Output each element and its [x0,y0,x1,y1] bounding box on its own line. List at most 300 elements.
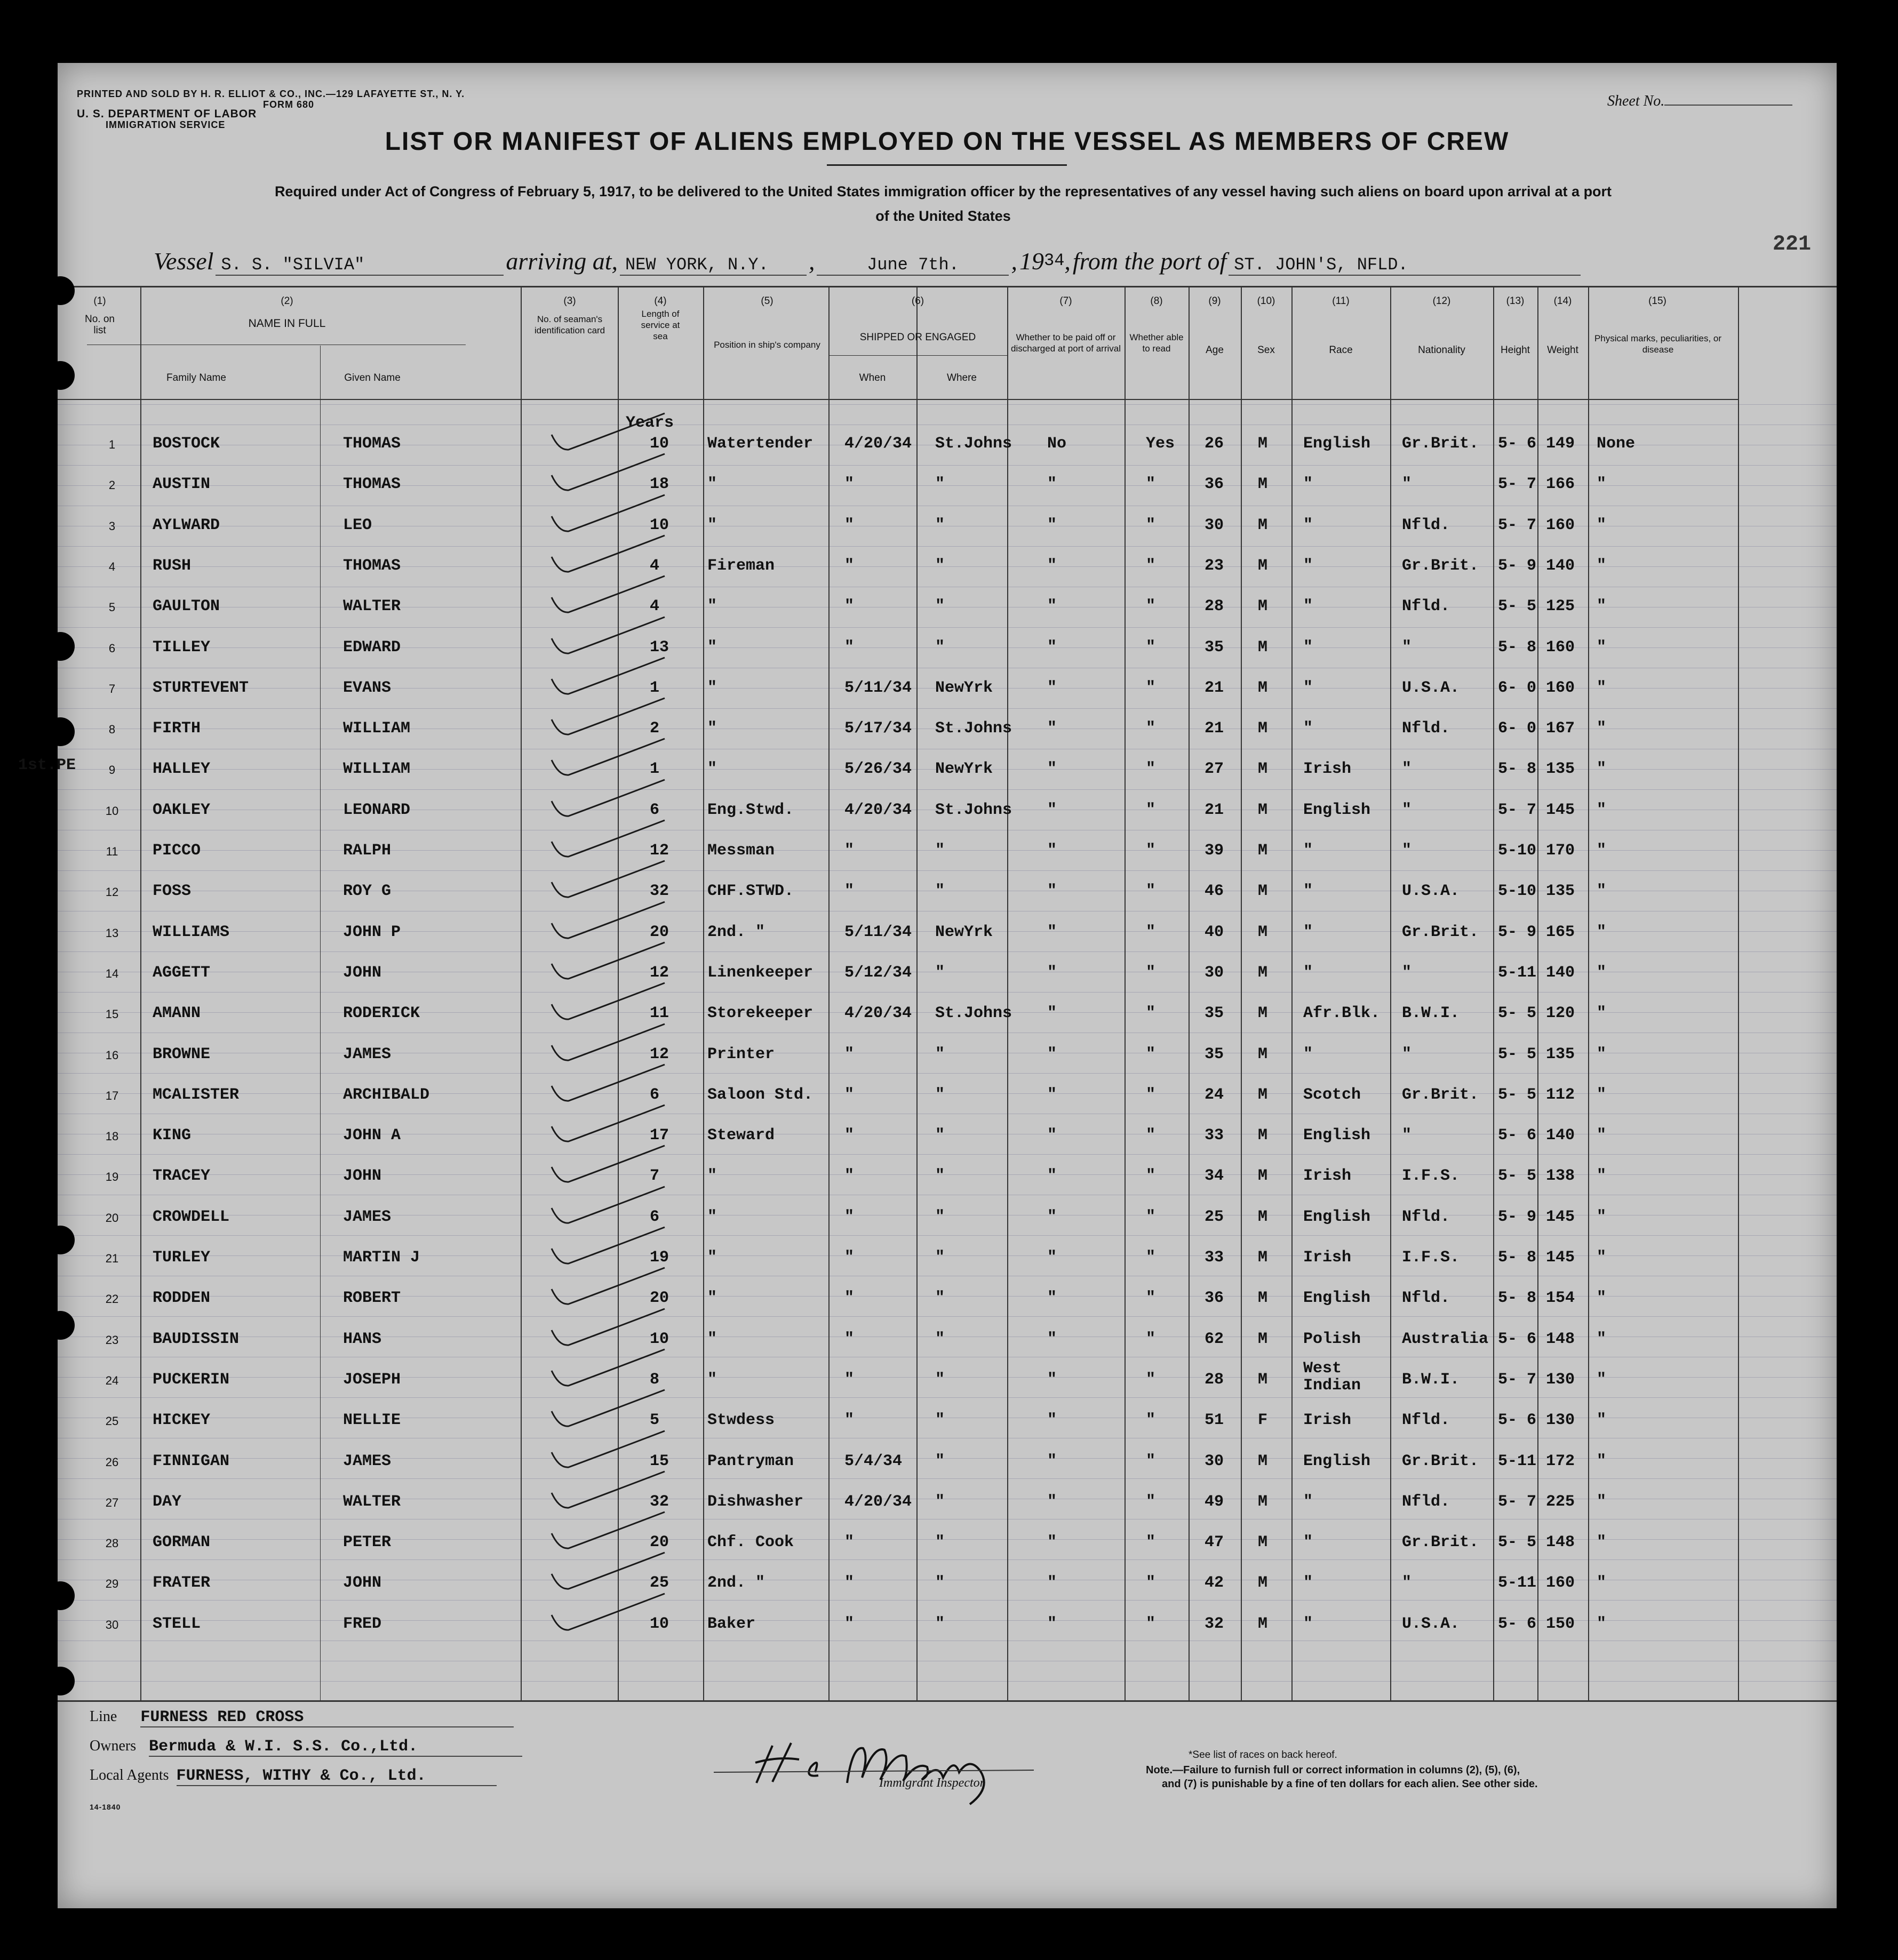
row-number: 20 [105,1211,119,1225]
agents-label: Local Agents [90,1767,169,1783]
where-cell: NewYrk [935,678,993,697]
where-cell: " [935,1167,945,1186]
col-5-header: Position in ship's company [714,340,820,350]
service-cell: 10 [650,1614,669,1633]
position-cell: Watertender [707,435,814,453]
given-name-header: Given Name [344,372,401,383]
family-name-header: Family Name [166,372,226,383]
age-cell: 21 [1205,719,1224,738]
position-cell: Messman [707,842,775,860]
where-cell: St.Johns [935,801,1012,819]
height-cell: 5- 7 [1498,1370,1537,1389]
can-read-cell: " [1146,1574,1156,1593]
family-name-cell: FOSS [153,882,192,901]
service-label: IMMIGRATION SERVICE [106,119,226,130]
height-cell: 6- 0 [1498,678,1537,697]
height-cell: 5- 7 [1498,516,1537,534]
weight-cell: 140 [1546,1126,1575,1145]
when-cell: " [844,882,855,901]
years-label: Years [626,414,674,432]
age-cell: 39 [1205,842,1224,860]
when-cell: 4/20/34 [844,1492,912,1511]
table-row [58,1445,1837,1485]
age-cell: 33 [1205,1249,1224,1267]
position-cell: CHF.STWD. [707,882,794,901]
when-cell: 5/11/34 [844,923,912,941]
when-cell: " [844,475,855,494]
where-cell: St.Johns [935,719,1012,738]
marks-cell: " [1597,923,1607,941]
table-row [58,590,1837,630]
service-cell: 4 [650,556,660,575]
weight-cell: 135 [1546,882,1575,901]
row-number: 9 [108,763,116,777]
can-read-cell: " [1146,1330,1156,1348]
service-cell: 1 [650,760,660,779]
when-cell: " [844,1167,855,1186]
table-row [58,1526,1837,1566]
table-row [58,916,1837,956]
where-cell: " [935,516,945,534]
row-number: 17 [105,1089,119,1102]
given-name-cell: HANS [343,1330,382,1348]
can-read-cell: " [1146,1533,1156,1552]
service-cell: 18 [650,475,669,494]
table-row [58,997,1837,1037]
age-cell: 42 [1205,1574,1224,1593]
penalty-note-1: Note.—Failure to furnish full or correct information in columns (2), (5), (6), [1146,1764,1520,1776]
where-cell: " [935,1289,945,1308]
given-name-cell: ROBERT [343,1289,401,1308]
when-cell: " [844,1207,855,1226]
weight-cell: 140 [1546,556,1575,575]
table-row [58,956,1837,997]
year-suffix: 34 [1043,251,1065,270]
given-name-cell: JAMES [343,1045,392,1063]
nationality-cell: " [1402,963,1412,982]
row-number: 28 [105,1537,119,1550]
table-row [58,468,1837,508]
race-cell: " [1303,556,1313,575]
given-name-cell: RODERICK [343,1004,420,1023]
nationality-cell: Nfld. [1402,1289,1450,1308]
margin-note: 1st.PE [18,756,76,774]
table-row [58,834,1837,875]
line-value: FURNESS RED CROSS [140,1708,514,1727]
service-cell: 25 [650,1574,669,1593]
paid-off-cell: No [1047,435,1067,453]
height-cell: 5- 8 [1498,760,1537,779]
when-cell: " [844,516,855,534]
sex-cell: M [1258,556,1268,575]
service-cell: 7 [650,1167,660,1186]
paid-off-cell: " [1047,801,1057,819]
given-name-cell: WILLIAM [343,760,411,779]
position-cell: " [707,475,717,494]
row-number: 13 [105,926,119,940]
nationality-cell: " [1402,475,1412,494]
table-row [58,1078,1837,1119]
table-row [58,875,1837,915]
sex-cell: F [1258,1411,1268,1430]
age-cell: 21 [1205,678,1224,697]
when-cell: " [844,1533,855,1552]
paid-off-cell: " [1047,475,1057,494]
where-cell: " [935,1126,945,1145]
position-cell: " [707,1370,717,1389]
col-3-number: (3) [563,295,576,307]
col-9-number: (9) [1208,295,1221,307]
table-row [58,671,1837,712]
sex-cell: M [1258,678,1268,697]
nationality-cell: Nfld. [1402,516,1450,534]
table-row [58,1404,1837,1444]
row-number: 30 [105,1618,119,1631]
sex-cell: M [1258,1330,1268,1348]
nationality-cell: " [1402,801,1412,819]
position-cell: 2nd. " [707,1574,765,1593]
marks-cell: " [1597,1492,1607,1511]
row-number: 24 [105,1373,119,1387]
given-name-cell: WILLIAM [343,719,411,738]
family-name-cell: DAY [153,1492,182,1511]
paid-off-cell: " [1047,1249,1057,1267]
paid-off-cell: " [1047,1167,1057,1186]
given-name-cell: JOHN [343,1574,382,1593]
col-14-number: (14) [1553,295,1572,307]
given-name-cell: JOSEPH [343,1370,401,1389]
col-2-number: (2) [281,295,293,307]
position-cell: Printer [707,1045,775,1063]
owners-value: Bermuda & W.I. S.S. Co.,Ltd. [149,1738,522,1757]
race-cell: " [1303,963,1313,982]
height-cell: 5- 6 [1498,1126,1537,1145]
where-cell: " [935,1330,945,1348]
position-cell: Dishwasher [707,1492,804,1511]
weight-cell: 160 [1546,1574,1575,1593]
height-cell: 5- 7 [1498,801,1537,819]
row-number: 12 [105,885,119,899]
where-cell: " [935,1411,945,1430]
row-number: 21 [105,1252,119,1265]
where-header: Where [947,372,977,383]
given-name-cell: LEONARD [343,801,411,819]
marks-cell: " [1597,842,1607,860]
weight-cell: 167 [1546,719,1575,738]
age-cell: 28 [1205,597,1224,616]
family-name-cell: HICKEY [153,1411,211,1430]
title-underline [827,164,1067,166]
position-cell: " [707,597,717,616]
height-cell: 5- 6 [1498,1411,1537,1430]
nationality-cell: Gr.Brit. [1402,435,1479,453]
age-cell: 36 [1205,475,1224,494]
sex-cell: M [1258,760,1268,779]
row-number: 7 [108,682,116,695]
age-cell: 30 [1205,963,1224,982]
footer-form-code: 14-1840 [90,1803,121,1811]
paid-off-cell: " [1047,1370,1057,1389]
paid-off-cell: " [1047,1614,1057,1633]
sex-cell: M [1258,638,1268,657]
given-name-cell: MARTIN J [343,1249,420,1267]
when-cell: 5/17/34 [844,719,912,738]
marks-cell: " [1597,1126,1607,1145]
age-cell: 27 [1205,760,1224,779]
sex-cell: M [1258,1249,1268,1267]
race-cell: English [1303,1452,1371,1470]
given-name-cell: THOMAS [343,556,401,575]
col-10-header: Sex [1257,345,1275,356]
col-13-number: (13) [1506,295,1525,307]
marks-cell: " [1597,597,1607,616]
marks-cell: " [1597,719,1607,738]
family-name-cell: GORMAN [153,1533,211,1552]
position-cell: " [707,719,717,738]
paid-off-cell: " [1047,963,1057,982]
height-cell: 5- 9 [1498,1207,1537,1226]
shipped-header-rule [828,355,1007,356]
can-read-cell: " [1146,1289,1156,1308]
marks-cell: None [1597,435,1636,453]
paid-off-cell: " [1047,1574,1057,1593]
col-11-header: Race [1329,345,1353,356]
race-cell: " [1303,719,1313,738]
family-name-cell: TILLEY [153,638,211,657]
service-cell: 2 [650,719,660,738]
weight-cell: 154 [1546,1289,1575,1308]
age-cell: 36 [1205,1289,1224,1308]
arriving-label: arriving at, [506,247,618,275]
weight-cell: 112 [1546,1085,1575,1104]
nationality-cell: Gr.Brit. [1402,923,1479,941]
vessel-name: S. S. "SILVIA" [216,255,504,276]
can-read-cell: " [1146,556,1156,575]
nationality-cell: Nfld. [1402,1411,1450,1430]
can-read-cell: " [1146,1085,1156,1104]
weight-cell: 150 [1546,1614,1575,1633]
position-cell: Storekeeper [707,1004,814,1023]
header-bottom-border [58,399,1738,400]
height-cell: 5- 5 [1498,1045,1537,1063]
weight-cell: 125 [1546,597,1575,616]
age-cell: 21 [1205,801,1224,819]
can-read-cell: " [1146,1167,1156,1186]
position-cell: " [707,1207,717,1226]
when-cell: 5/4/34 [844,1452,903,1470]
nationality-cell: " [1402,1045,1412,1063]
family-name-cell: STELL [153,1614,201,1633]
service-cell: 10 [650,435,669,453]
sex-cell: M [1258,1045,1268,1063]
where-cell: NewYrk [935,923,993,941]
given-name-cell: JOHN [343,1167,382,1186]
race-cell: " [1303,678,1313,697]
race-cell: " [1303,882,1313,901]
service-cell: 20 [650,1533,669,1552]
position-cell: Steward [707,1126,775,1145]
age-cell: 28 [1205,1370,1224,1389]
paid-off-cell: " [1047,638,1057,657]
height-cell: 5- 9 [1498,556,1537,575]
given-name-cell: RALPH [343,842,392,860]
weight-cell: 165 [1546,923,1575,941]
col-15-number: (15) [1648,295,1666,307]
when-cell: 5/26/34 [844,760,912,779]
can-read-cell: " [1146,475,1156,494]
sex-cell: M [1258,923,1268,941]
family-name-cell: STURTEVENT [153,678,249,697]
marks-cell: " [1597,556,1607,575]
can-read-cell: " [1146,801,1156,819]
race-cell: English [1303,1289,1371,1308]
nationality-cell: I.F.S. [1402,1249,1460,1267]
paid-off-cell: " [1047,516,1057,534]
sex-cell: M [1258,1207,1268,1226]
can-read-cell: " [1146,1411,1156,1430]
given-name-cell: JOHN A [343,1126,401,1145]
given-name-cell: NELLIE [343,1411,401,1430]
can-read-cell: " [1146,1370,1156,1389]
row-number: 6 [108,641,116,655]
service-cell: 6 [650,1085,660,1104]
service-cell: 15 [650,1452,669,1470]
nationality-cell: Nfld. [1402,1492,1450,1511]
age-cell: 49 [1205,1492,1224,1511]
race-cell: " [1303,475,1313,494]
service-cell: 12 [650,963,669,982]
position-cell: 2nd. " [707,923,765,941]
can-read-cell: " [1146,1045,1156,1063]
row-number: 10 [105,804,119,818]
col-10-number: (10) [1257,295,1275,307]
paid-off-cell: " [1047,1207,1057,1226]
position-cell: Linenkeeper [707,963,814,982]
weight-cell: 166 [1546,475,1575,494]
weight-cell: 145 [1546,801,1575,819]
family-name-cell: BROWNE [153,1045,211,1063]
height-cell: 5- 5 [1498,1167,1537,1186]
col-4-number: (4) [654,295,667,307]
position-cell: " [707,1289,717,1308]
col-9-header: Age [1206,345,1224,356]
service-cell: 4 [650,597,660,616]
marks-cell: " [1597,1533,1607,1552]
when-cell: " [844,1045,855,1063]
age-cell: 25 [1205,1207,1224,1226]
service-cell: 19 [650,1249,669,1267]
family-name-cell: BAUDISSIN [153,1330,240,1348]
race-cell: Scotch [1303,1085,1361,1104]
given-name-cell: EDWARD [343,638,401,657]
col-8-number: (8) [1150,295,1163,307]
row-number: 5 [108,601,116,614]
penalty-note-2: and (7) is punishable by a fine of ten dollars for each alien. See other side. [1162,1778,1538,1790]
year-prefix: 19 [1019,247,1044,275]
where-cell: NewYrk [935,760,993,779]
service-cell: 13 [650,638,669,657]
paid-off-cell: " [1047,923,1057,941]
weight-cell: 225 [1546,1492,1575,1511]
weight-cell: 145 [1546,1249,1575,1267]
race-cell: " [1303,516,1313,534]
row-number: 11 [106,845,118,858]
marks-cell: " [1597,760,1607,779]
table-row [58,1038,1837,1078]
height-cell: 5- 5 [1498,1004,1537,1023]
can-read-cell: " [1146,1126,1156,1145]
weight-cell: 160 [1546,638,1575,657]
race-cell: " [1303,842,1313,860]
marks-cell: " [1597,1207,1607,1226]
sex-cell: M [1258,1533,1268,1552]
when-cell: " [844,1614,855,1633]
owners-row [90,1738,522,1757]
service-cell: 10 [650,516,669,534]
punch-hole [46,717,75,746]
height-cell: 5-11 [1498,1452,1537,1470]
table-row [58,1323,1837,1363]
where-cell: " [935,597,945,616]
family-name-cell: MCALISTER [153,1085,240,1104]
race-cell: Irish [1303,1249,1352,1267]
punch-hole [46,276,75,305]
owners-label: Owners [90,1738,137,1754]
row-number: 2 [108,478,116,492]
marks-cell: " [1597,1411,1607,1430]
punch-hole [46,632,75,661]
when-cell: " [844,1574,855,1593]
table-top-border [58,286,1837,287]
col-13-header: Height [1501,345,1530,356]
sex-cell: M [1258,597,1268,616]
table-row [58,794,1837,834]
family-name-cell: HALLEY [153,760,211,779]
given-name-cell: WALTER [343,597,401,616]
position-cell: Fireman [707,556,775,575]
age-cell: 30 [1205,516,1224,534]
paid-off-cell: " [1047,882,1057,901]
nationality-cell: " [1402,760,1412,779]
service-cell: 5 [650,1411,660,1430]
punch-hole [46,361,75,390]
row-number: 23 [105,1333,119,1347]
subtitle-line-1: Required under Act of Congress of February 5, 1917, to be delivered to the United States immigration officer by the representatives of any vessel having such aliens on board upon arrival at a port [274,183,1612,199]
position-cell: Pantryman [707,1452,794,1470]
sex-cell: M [1258,882,1268,901]
vessel-label: Vessel [154,247,214,275]
department-label: U. S. DEPARTMENT OF LABOR [77,108,257,120]
weight-cell: 130 [1546,1370,1575,1389]
sex-cell: M [1258,1614,1268,1633]
table-row [58,1282,1837,1322]
table-row [58,509,1837,549]
row-number: 15 [105,1007,119,1021]
row-number: 14 [105,966,119,980]
service-cell: 10 [650,1330,669,1348]
paid-off-cell: " [1047,1045,1057,1063]
nationality-cell: U.S.A. [1402,1614,1460,1633]
when-cell: 4/20/34 [844,1004,912,1023]
when-cell: " [844,556,855,575]
line-row [90,1708,514,1727]
row-number: 4 [108,559,116,573]
position-cell: Saloon Std. [707,1085,814,1104]
can-read-cell: " [1146,719,1156,738]
grid-line [58,1681,1837,1682]
table-row [58,1359,1837,1404]
weight-cell: 160 [1546,678,1575,697]
